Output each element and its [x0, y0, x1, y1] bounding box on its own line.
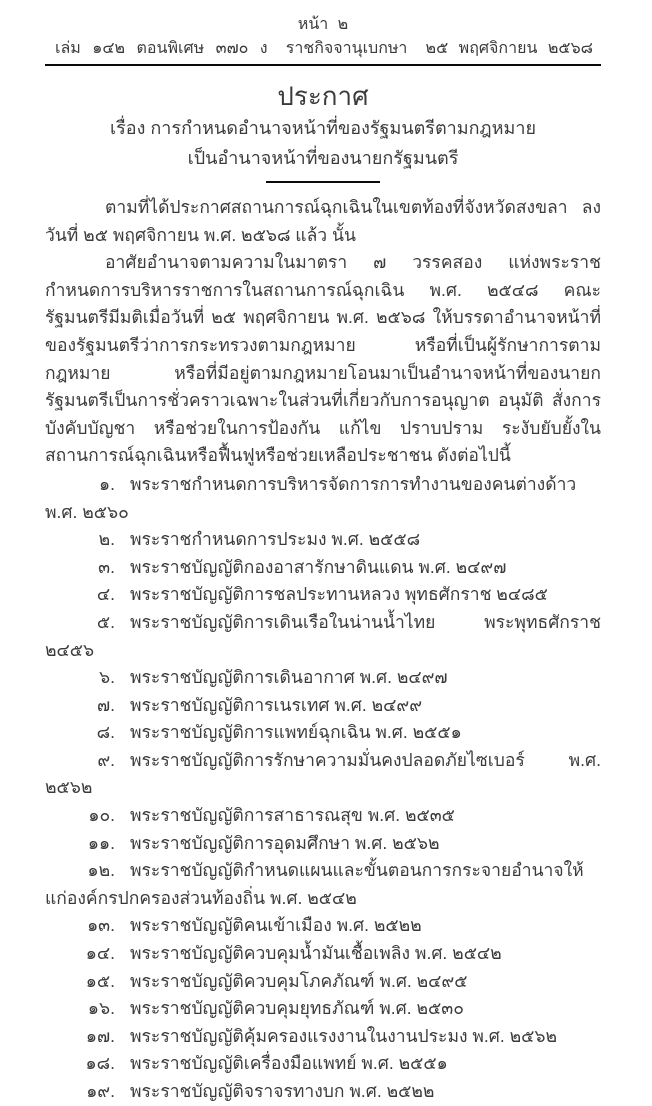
subject-line-1: เรื่อง การกำหนดอำนาจหน้าที่ของรัฐมนตรีตามกฎหมาย [109, 118, 537, 138]
list-item-number: ๕. [96, 611, 115, 632]
list-item [45, 1050, 601, 1078]
list-item-text: พระราชบัญญัติกำหนดแผนและขั้นตอนการกระจายอำนาจให้แก่องค์กรปกครองส่วนท้องถิ่น พ.ศ. ๒๕๔๒ [45, 860, 584, 908]
list-item-number: ๖. [99, 667, 115, 688]
publication-date: ๒๕ พฤศจิกายน ๒๕๖๘ [425, 40, 593, 57]
list-item-number: ๑๒. [87, 860, 115, 881]
list-item-text: พระราชบัญญัติคุ้มครองแรงงานในงานประมง พ.ศ. ๒๕๖๒ [130, 1025, 558, 1046]
list-item [45, 940, 601, 968]
list-item-number: ๑๑. [87, 832, 115, 853]
list-item [45, 1023, 601, 1051]
list-item [45, 830, 601, 858]
masthead [45, 38, 601, 60]
list-item-number: ๑๐. [88, 805, 115, 826]
list-item [45, 719, 601, 747]
list-item-text: พระราชบัญญัติกองอาสารักษาดินแดน พ.ศ. ๒๔๙๗ [130, 556, 507, 577]
list-item [45, 554, 601, 582]
list-item-number: ๑๔. [85, 943, 115, 964]
list-item [45, 912, 601, 940]
list-item-text: พระราชบัญญัติการเดินอากาศ พ.ศ. ๒๔๙๗ [130, 667, 448, 688]
list-item-number: ๘. [96, 722, 115, 743]
list-item [45, 664, 601, 692]
list-item-number: ๑๖. [87, 998, 115, 1019]
title-divider-rule [266, 181, 380, 183]
list-item-text: พระราชบัญญัติการเดินเรือในน่านน้ำไทย พระพุทธศักราช ๒๔๕๖ [45, 611, 601, 660]
list-item-number: ๔. [96, 584, 115, 605]
list-item-text: พระราชบัญญัติการเนรเทศ พ.ศ. ๒๔๙๙ [130, 694, 423, 715]
list-item [45, 995, 601, 1023]
paragraph-authority: อาศัยอำนาจตามความในมาตรา ๗ วรรคสอง แห่งพระราชกำหนดการบริหารราชการในสถานการณ์ฉุกเฉิน พ.ศ. ๒๕๔๘ คณะรัฐมนตรีมีมติเมื่อวันที่ ๒๕ พฤศจิกายน พ.ศ. ๒๕๖๘ ให้บรรดาอำนาจหน้าที่ของรัฐมนตรีว่าการกระทรวงตามกฎหมาย หรือที่เป็นผู้รักษาการตามกฎหมาย หรือที่มีอยู่ตามกฎหมายโอนมาเป็นอำนาจหน้าที่ของนายกรัฐมนตรีเป็นการชั่วคราวเฉพาะในส่วนที่เกี่ยวกับการอนุญาต อนุมัติ สั่งการ บังคับบัญชา หรือช่วยในการป้องกัน แก้ไข ปราบปราม ระงับยับยั้งในสถานการณ์ฉุกเฉินหรือฟื้นฟูหรือช่วยเหลือประชาชน ดังต่อไปนี้ [45, 252, 601, 466]
list-item-number: ๑๗. [85, 1025, 115, 1046]
list-item [45, 857, 601, 912]
announcement-heading: ประกาศ [277, 81, 369, 111]
list-item-text: พระราชบัญญัติการแพทย์ฉุกเฉิน พ.ศ. ๒๕๕๑ [130, 722, 462, 743]
list-item [45, 471, 601, 526]
list-item [45, 802, 601, 830]
list-item-number: ๗. [96, 694, 115, 715]
list-item [45, 692, 601, 720]
subject-line-2: เป็นอำนาจหน้าที่ของนายกรัฐมนตรี [187, 148, 459, 168]
list-item [45, 581, 601, 609]
volume-issue-label: เล่ม ๑๔๒ ตอนพิเศษ ๓๗๐ ง [55, 40, 268, 57]
list-item [45, 1078, 601, 1106]
list-item-number: ๑๙. [86, 1081, 115, 1101]
list-item [45, 609, 601, 664]
list-item-text: พระราชกำหนดการบริหารจัดการการทำงานของคนต่างด้าว พ.ศ. ๒๕๖๐ [45, 473, 577, 522]
page-number: หน้า ๒ [297, 16, 349, 33]
list-item-text: พระราชบัญญัติควบคุมน้ำมันเชื้อเพลิง พ.ศ. ๒๕๔๒ [130, 943, 502, 964]
list-item-text: พระราชบัญญัติจราจรทางบก พ.ศ. ๒๕๒๒ [130, 1081, 435, 1101]
list-item-text: พระราชกำหนดการประมง พ.ศ. ๒๕๕๘ [130, 529, 421, 550]
gazette-name: ราชกิจจานุเบกษา [285, 40, 408, 57]
list-item-text: พระราชบัญญัติการชลประทานหลวง พุทธศักราช ๒๔๘๕ [130, 584, 548, 605]
list-item [45, 747, 601, 802]
list-item-number: ๑. [99, 473, 115, 494]
list-item-number: ๙. [97, 749, 115, 770]
list-item-number: ๒. [98, 529, 115, 550]
list-item-text: พระราชบัญญัติการสาธารณสุข พ.ศ. ๒๕๓๕ [130, 805, 455, 826]
list-item-text: พระราชบัญญัติการอุดมศึกษา พ.ศ. ๒๕๖๒ [130, 832, 440, 853]
list-item-number: ๑๓. [87, 915, 115, 936]
list-item-text: พระราชบัญญัติควบคุมโภคภัณฑ์ พ.ศ. ๒๔๙๕ [130, 970, 468, 991]
paragraph-preamble: ตามที่ได้ประกาศสถานการณ์ฉุกเฉินในเขตท้องที่จังหวัดสงขลา ลงวันที่ ๒๕ พฤศจิกายน พ.ศ. ๒๕๖๘ แล้ว นั้น [45, 197, 601, 245]
list-item-text: พระราชบัญญัติควบคุมยุทธภัณฑ์ พ.ศ. ๒๕๓๐ [130, 998, 464, 1019]
list-item-number: ๑๕. [85, 970, 115, 991]
list-item-text: พระราชบัญญัติการรักษาความมั่นคงปลอดภัยไซเบอร์ พ.ศ. ๒๕๖๒ [45, 749, 601, 798]
page-content [45, 14, 601, 1106]
law-list [45, 471, 601, 1106]
list-item-text: พระราชบัญญัติคนเข้าเมือง พ.ศ. ๒๕๒๒ [130, 915, 422, 936]
list-item-number: ๓. [98, 556, 115, 577]
header-rule [45, 64, 601, 66]
list-item-number: ๑๘. [85, 1053, 115, 1074]
list-item-text: พระราชบัญญัติเครื่องมือแพทย์ พ.ศ. ๒๕๕๑ [130, 1053, 448, 1074]
list-item [45, 526, 601, 554]
list-item [45, 968, 601, 996]
